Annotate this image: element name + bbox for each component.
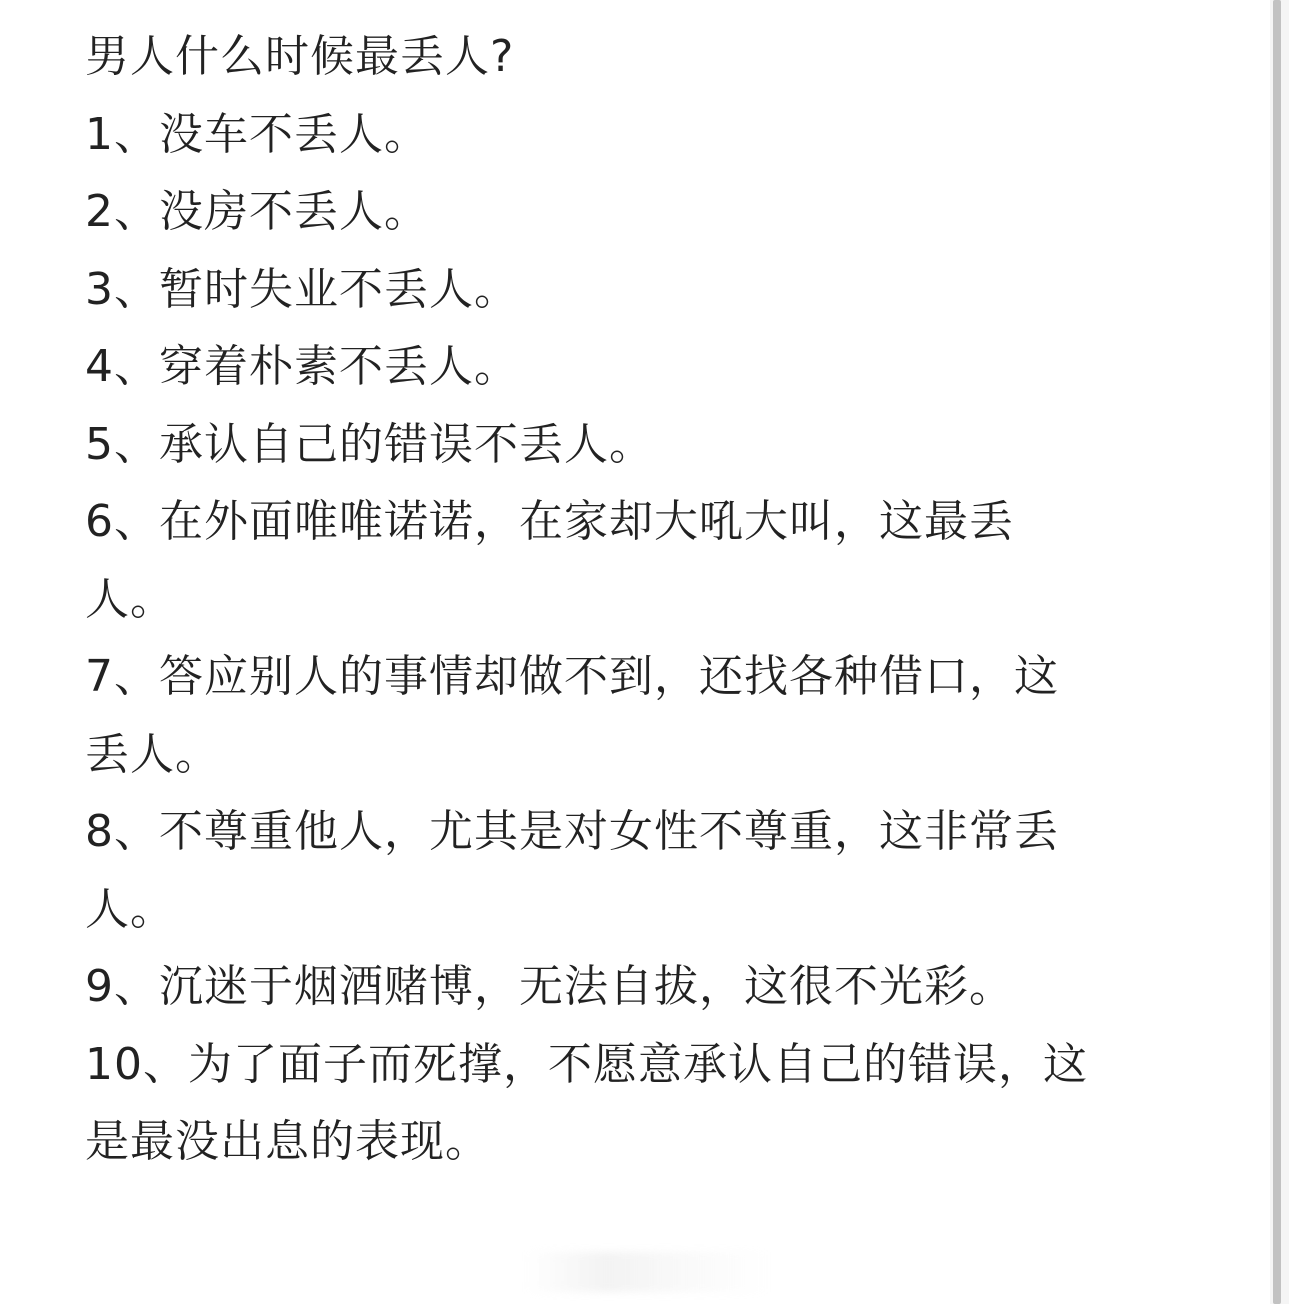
list-item-6: 6、在外面唯唯诺诺，在家却大吼大叫，这最丢 [85,496,1014,547]
scrollbar-thumb[interactable] [1273,0,1281,1304]
document-text [85,18,1235,1181]
document-title: 男人什么时候最丢人? [85,31,515,82]
list-item-5: 5、承认自己的错误不丢人。 [85,418,654,470]
list-item-6-continued: 人。 [85,573,175,625]
list-item-7: 7、答应别人的事情却做不到，还找各种借口，这 [85,651,1059,702]
list-item-1: 1、没车不丢人。 [85,108,429,160]
list-item-7-continued: 丢人。 [85,728,220,780]
list-item-9: 9、沉迷于烟酒赌博，无法自拔，这很不光彩。 [85,961,1014,1012]
list-item-8-continued: 人。 [85,883,175,935]
list-item-3: 3、暂时失业不丢人。 [85,263,519,315]
list-item-2: 2、没房不丢人。 [85,186,429,237]
list-item-4: 4、穿着朴素不丢人。 [85,341,519,392]
watermark [525,1252,770,1292]
list-item-10: 10、为了面子而死撑，不愿意承认自己的错误，这 [85,1038,1088,1090]
list-item-8: 8、不尊重他人，尤其是对女性不尊重，这非常丢 [85,806,1059,857]
list-item-10-continued: 是最没出息的表现。 [85,1116,490,1167]
